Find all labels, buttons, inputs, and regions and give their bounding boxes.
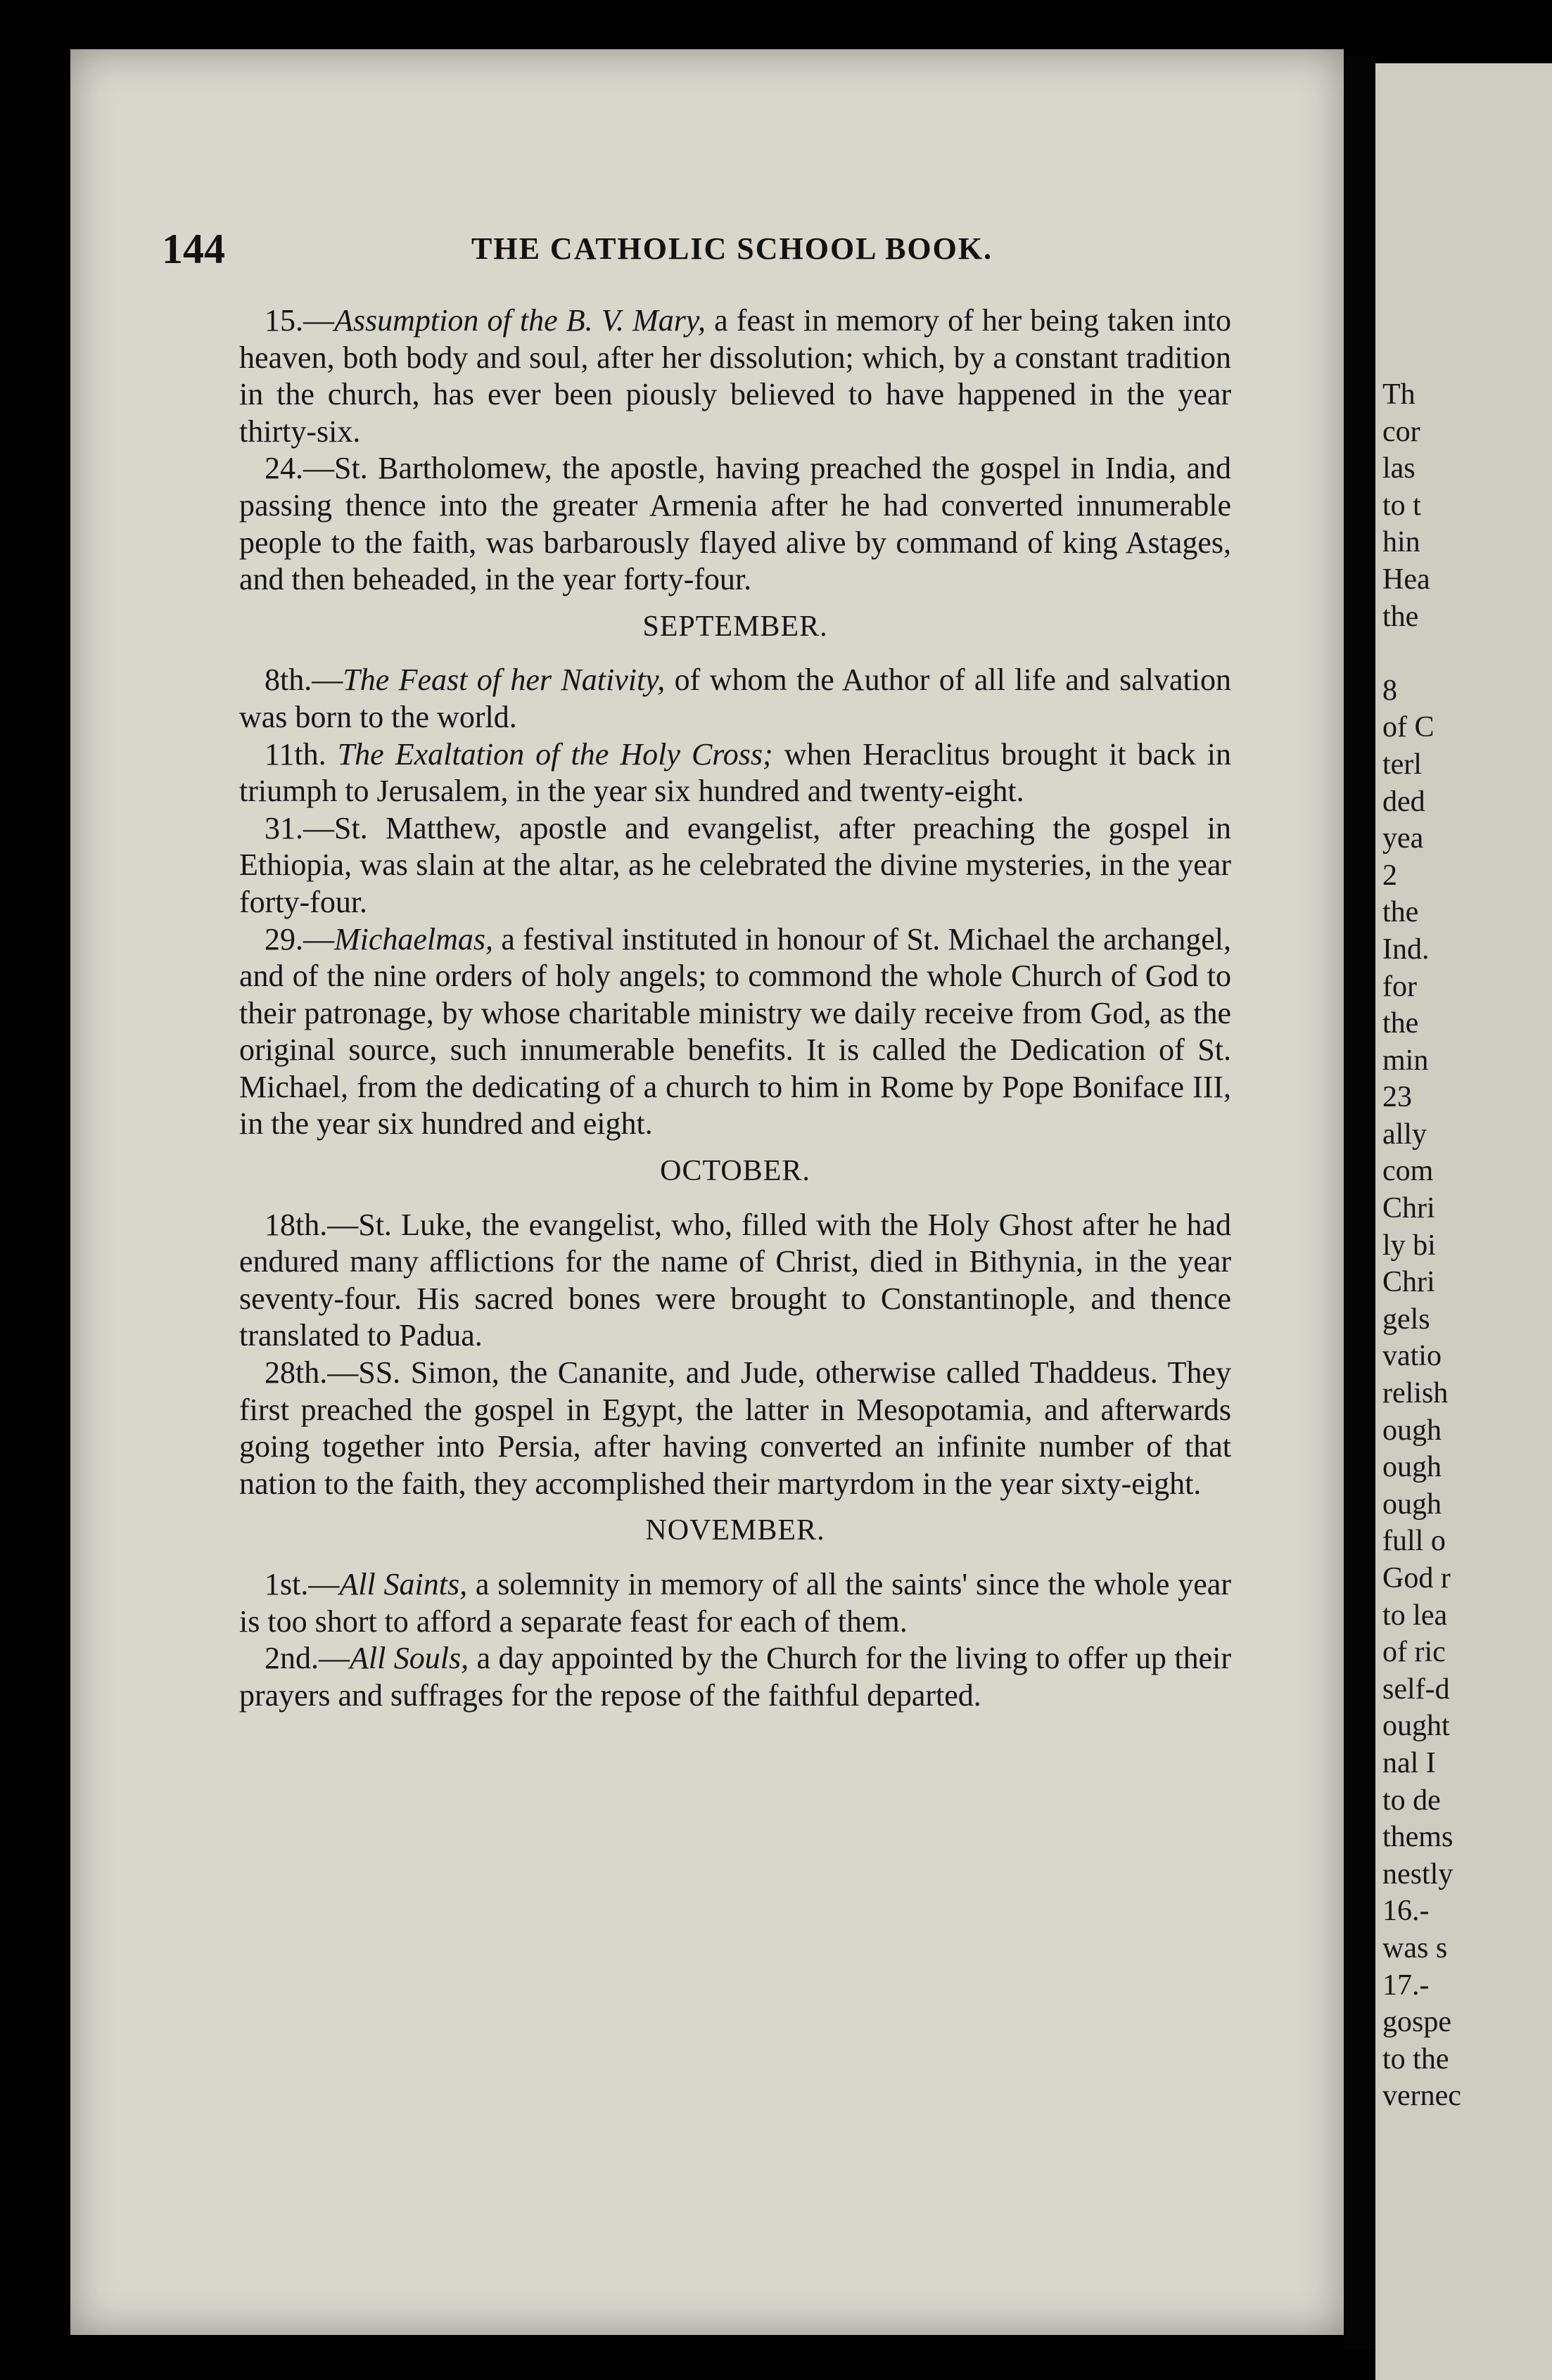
entry-feast-name: All Souls, — [350, 1641, 469, 1676]
page-header — [162, 225, 1287, 272]
august-entries — [239, 302, 1231, 599]
entry-text: when Heraclitus brought it back in triumph to Jerusalem, in the year six hundred and twenty-eight. — [239, 736, 1231, 809]
page-number: 144 — [162, 226, 225, 272]
entry-date: 18th.— — [265, 1207, 359, 1242]
entry-feast-name: Assumption of the B. V. Mary, — [334, 303, 706, 338]
entry-text: St. Matthew, apostle and evangelist, after preaching the gospel in Ethiopia, was slain at the altar, as he celebrated the divine mysteries, in the year forty-four. — [239, 810, 1231, 919]
calendar-entry — [239, 1355, 1231, 1502]
running-title: THE CATHOLIC SCHOOL BOOK. — [471, 231, 993, 266]
month-heading-october: OCTOBER. — [660, 1155, 810, 1188]
entry-feast-name: The Exaltation of the Holy Cross; — [337, 736, 773, 772]
october-entries — [239, 1207, 1231, 1503]
entry-text: a feast in memory of her being taken into heaven, both body and soul, after her dissolution; which, by a constant tradition in the church, has ever been piously believed to have happened in the year thirty-six. — [239, 303, 1231, 449]
entry-date: 11th. — [265, 736, 338, 772]
calendar-entry — [239, 1566, 1231, 1640]
entry-text: of whom the Author of all life and salvation was born to the world. — [239, 663, 1231, 734]
calendar-entry — [239, 1640, 1231, 1714]
calendar-text — [239, 302, 1231, 1714]
entry-date: 8th.— — [265, 663, 343, 698]
entry-text: SS. Simon, the Cananite, and Jude, otherwise called Thaddeus. They first preached the gospel in Egypt, the latter in Mesopotamia, and afterwards going together into Persia, after having converted an infinite number of that nation to the faith, they accomplished their martyrdom in the year sixty-eight. — [239, 1355, 1231, 1501]
entry-text: a day appointed by the Church for the living to offer up their prayers and suffrages for the repose of the faithful departed. — [239, 1641, 1231, 1713]
entry-date: 28th.— — [265, 1355, 359, 1390]
right-page-fragments: Th cor las to t hin Hea the 8 of C terl ded yea 2 the Ind. for the min 23 ally com Chri ly bi Chri gels vatio relish ough ough ough full o God r to lea of ric self-d ought nal I to de thems nestly 16.- was s 17.- gospe to the vernec — [1382, 378, 1461, 2113]
right-page-edge — [1375, 63, 1552, 2380]
entry-text: St. Luke, the evangelist, who, filled with the Holy Ghost after he had endured many afflictions for the name of Christ, died in Bithynia, in the year seventy-four. His sacred bones were brought to Constantinople, and thence translated to Padua. — [239, 1207, 1231, 1353]
entry-date: 1st.— — [265, 1567, 340, 1601]
month-heading-september: SEPTEMBER. — [642, 610, 828, 643]
calendar-entry — [239, 810, 1231, 921]
entry-text: a festival instituted in honour of St. Michael the archangel, and of the nine orders of holy angels; to commond the whole Church of God to their patronage, by whose charitable ministry we daily receive from God, as the original source, such innumerable benefits. It is called the Dedication of St. Michael, from the dedicating of a church to him in Rome by Pope Boniface III, in the year six hundred and eight. — [239, 921, 1231, 1141]
entry-feast-name: The Feast of her Nativity, — [343, 663, 666, 698]
calendar-entry — [239, 736, 1231, 810]
entry-feast-name: Michaelmas, — [334, 921, 494, 957]
entry-date: 24.— — [265, 451, 334, 486]
entry-feast-name: All Saints, — [339, 1567, 468, 1601]
entry-date: 31.— — [265, 810, 334, 845]
calendar-entry — [239, 662, 1231, 736]
entry-text: St. Bartholomew, the apostle, having preached the gospel in India, and passing thence into the greater Armenia after he had converted innumerable people to the faith, was barbarously flayed alive by command of king Astages, and then beheaded, in the year forty-four. — [239, 451, 1231, 597]
month-heading-november: NOVEMBER. — [645, 1514, 825, 1547]
entry-date: 2nd.— — [265, 1641, 350, 1676]
september-entries — [239, 662, 1231, 1143]
book-gutter — [1344, 56, 1375, 2349]
entry-text: a solemnity in memory of all the saints' since the whole year is too short to afford a separate feast for each of them. — [239, 1567, 1231, 1639]
entry-date: 15.— — [265, 303, 334, 338]
entry-date: 29.— — [265, 921, 334, 957]
calendar-entry — [239, 921, 1231, 1144]
calendar-entry — [239, 1207, 1231, 1355]
november-entries — [239, 1566, 1231, 1714]
calendar-entry — [239, 450, 1231, 598]
calendar-entry — [239, 302, 1231, 450]
